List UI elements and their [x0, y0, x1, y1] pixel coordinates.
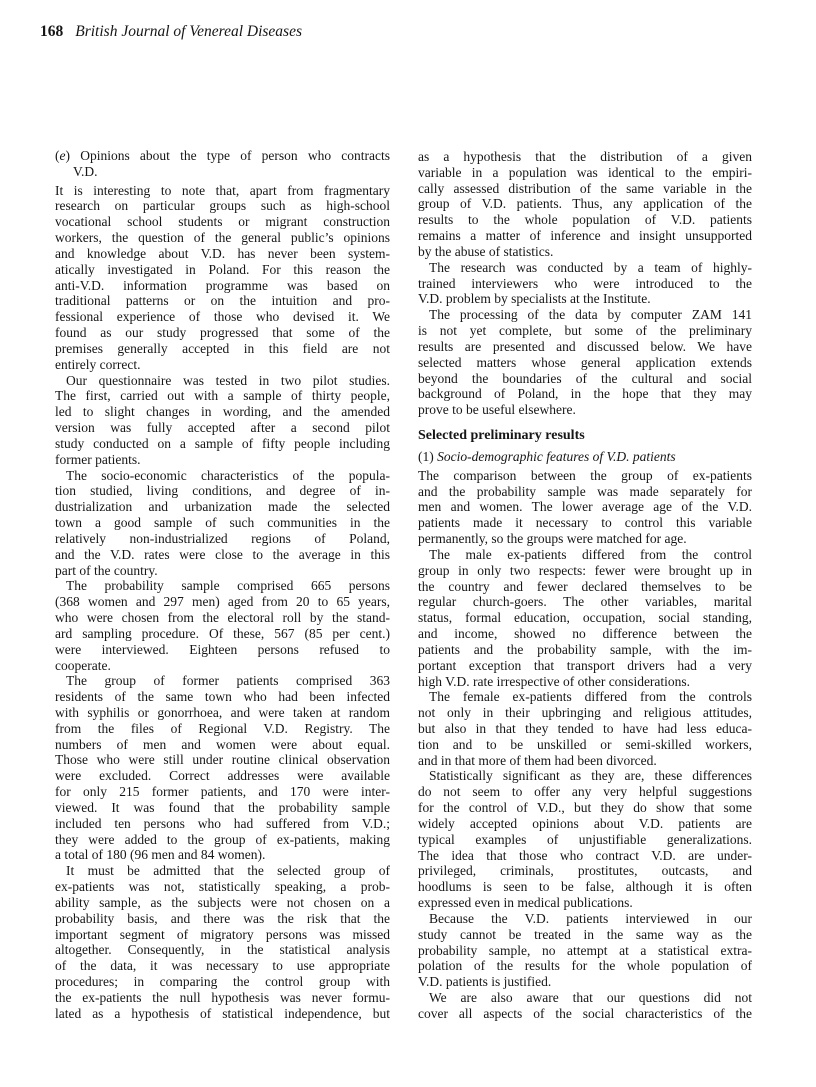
text-line: not only in their upbringing and religious attitudes,	[418, 705, 752, 721]
text-line: men and women. The lower average age of the V.D.	[418, 499, 752, 515]
text-line: the ex-patients the null hypothesis was never formu-	[55, 989, 390, 1005]
text-line: residents of the same town who had been infected	[55, 689, 390, 705]
text-line: permanently, so the groups were matched for age.	[418, 531, 687, 547]
text-line: viewed. It was found that the probability sample	[55, 799, 390, 815]
text-line: probability sample, no attempt at a statistical extra-	[418, 942, 752, 958]
text-line: traditional patterns or on the intuition and pro-	[55, 293, 390, 309]
text-line: tion studied, living conditions, and degree of in-	[55, 483, 390, 499]
section-heading-line	[55, 148, 390, 164]
text-line: beyond the boundaries of the cultural and social	[418, 370, 752, 386]
text-line: vocational school students or migrant construction	[55, 214, 390, 230]
text-line: but also in that they tended to have had less educa-	[418, 720, 752, 736]
text-line: It must be admitted that the selected group of	[66, 863, 390, 879]
text-line: of the data, it was necessary to use appropriate	[55, 958, 390, 974]
text-line: and income, showed no difference between the	[418, 626, 752, 642]
text-line: prove to be useful elsewhere.	[418, 402, 576, 418]
text-line: typical examples of unjustifiable generalizations.	[418, 831, 752, 847]
text-line: group in only two respects: fewer were brought up in	[418, 562, 752, 578]
text-line: dustrialization and urbanization made the selected	[55, 499, 390, 515]
text-line: It is interesting to note that, apart from fragmentary	[55, 182, 390, 198]
paragraph	[418, 149, 752, 260]
text-line: relatively non-industrialized regions of Poland,	[55, 530, 390, 546]
text-line: version was fully accepted after a second pilot	[55, 420, 390, 436]
paragraph	[418, 911, 752, 990]
text-line: important segment of migratory persons was missed	[55, 926, 390, 942]
text-line: The female ex-patients differed from the controls	[429, 689, 752, 705]
section-title: Selected preliminary results	[418, 428, 585, 444]
text-line: with syphilis or gonorrhoea, and were taken at random	[55, 704, 390, 720]
text-line: The probability sample comprised 665 persons	[66, 578, 390, 594]
right-column	[418, 149, 752, 1022]
text-line: study cannot be treated in the same way as the	[418, 926, 752, 942]
text-line: entirely correct.	[55, 356, 141, 372]
text-line: results are presented and discussed below. We have	[418, 338, 752, 354]
text-line: The processing of the data by computer ZAM 141	[429, 307, 752, 323]
text-line: were excluded. Correct addresses were available	[55, 768, 390, 784]
text-line: research on particular groups such as high-school	[55, 198, 390, 214]
text-line: do not seem to offer any very helpful suggestions	[418, 784, 752, 800]
text-line: study conducted on a sample of fifty people including	[55, 435, 390, 451]
text-line: fessional experience of those who devised it. We	[55, 309, 390, 325]
paragraph	[55, 578, 390, 673]
text-line: hoodlums is seen to be false, although it is often	[418, 879, 752, 895]
text-line: The research was conducted by a team of highly-	[429, 259, 752, 275]
text-line: group of V.D. patients. Thus, any application of the	[418, 196, 752, 212]
text-line: a total of 180 (96 men and 84 women).	[55, 847, 266, 863]
text-line: found as our study progressed that some of the	[55, 325, 390, 341]
text-line: patients made it necessary to control this variable	[418, 515, 752, 531]
text-line: who were chosen from the electoral roll by the stand-	[55, 610, 390, 626]
text-line: remains a matter of inference and insight unsupported	[418, 228, 752, 244]
subsection-title	[418, 449, 752, 465]
text-line: variable in a population was identical to the empiri-	[418, 164, 752, 180]
text-line: anti-V.D. information programme was based on	[55, 277, 390, 293]
journal-title: British Journal of Venereal Diseases	[75, 23, 302, 40]
text-line: altogether. Consequently, in the statistical analysis	[55, 942, 390, 958]
left-column	[55, 148, 390, 1022]
paragraph	[55, 183, 390, 373]
text-line: The socio-economic characteristics of the popula-	[66, 467, 390, 483]
text-line: status, formal education, occupation, social standing,	[418, 610, 752, 626]
text-line: The comparison between the group of ex-patients	[418, 467, 752, 483]
text-line: workers, the question of the general public’s opinions	[55, 230, 390, 246]
text-line: cover all aspects of the social characteristics of the	[418, 1005, 752, 1021]
text-line: The first, carried out with a sample of thirty people,	[55, 388, 390, 404]
heading-marker-letter: e	[59, 148, 66, 163]
text-line: as a hypothesis that the distribution of a given	[418, 149, 752, 164]
text-line: and the V.D. rates were close to the average in this	[55, 546, 390, 562]
text-line: for the control of V.D., but they do show that some	[418, 800, 752, 816]
subsection-number: (1)	[418, 448, 434, 464]
right-body-top	[418, 149, 752, 418]
text-line: and knowledge about V.D. has never been system-	[55, 245, 390, 261]
text-line: high V.D. rate irrespective of other considerations.	[418, 673, 691, 689]
text-line: for only 215 former patients, and 170 were inter-	[55, 784, 390, 800]
page-number: 168	[40, 23, 64, 40]
text-line: procedures; in comparing the control group with	[55, 974, 390, 990]
text-line: Our questionnaire was tested in two pilot studies.	[66, 372, 390, 388]
text-line: portant exception that transport drivers had a very	[418, 657, 752, 673]
text-line: ability sample, as the subjects were not chosen on a	[55, 894, 390, 910]
text-line: The group of former patients comprised 363	[66, 673, 390, 689]
heading-marker: (	[55, 148, 60, 163]
text-line: and in that more of them had been divorced.	[418, 752, 657, 768]
text-line: The male ex-patients differed from the control	[429, 546, 752, 562]
text-line: results to the whole population of V.D. patients	[418, 212, 752, 228]
text-line: Statistically significant as they are, these differences	[429, 768, 752, 784]
text-line: V.D. problem by specialists at the Institute.	[418, 291, 651, 307]
paragraph	[418, 468, 752, 547]
section-heading-line: V.D.	[73, 163, 98, 179]
text-line: cally assessed distribution of the same variable in the	[418, 180, 752, 196]
text-line: (368 women and 297 men) aged from 20 to 65 years,	[55, 594, 390, 610]
text-line: is not yet complete, but some of the preliminary	[418, 323, 752, 339]
heading-text: Opinions about the type of person who contracts	[80, 148, 391, 163]
running-header	[40, 23, 302, 41]
right-body-bottom	[418, 468, 752, 1022]
text-line: V.D. patients is justified.	[418, 974, 552, 990]
text-line: they were added to the group of ex-patients, making	[55, 831, 390, 847]
text-line: atically investigated in Poland. For this reason the	[55, 261, 390, 277]
paragraph	[55, 673, 390, 863]
text-line: Those who were still under routine clinical observation	[55, 752, 390, 768]
text-line: premises generally accepted in this field are not	[55, 340, 390, 356]
text-line: led to slight changes in wording, and the amended	[55, 404, 390, 420]
text-line: privileged, criminals, prostitutes, outcasts, and	[418, 863, 752, 879]
text-line: former patients.	[55, 451, 141, 467]
left-body	[55, 183, 390, 1022]
text-line: numbers of men and women were about equal.	[55, 736, 390, 752]
text-line: were interviewed. Eighteen persons refused to	[55, 641, 390, 657]
text-line: the country and fewer declared themselves to be	[418, 578, 752, 594]
text-line: The idea that those who contract V.D. are under-	[418, 847, 752, 863]
text-line: patients and the probability sample, with the im-	[418, 641, 752, 657]
text-line: and the probability sample was made separately for	[418, 483, 752, 499]
text-line: expressed even in medical publications.	[418, 895, 633, 911]
text-line: trained interviewers who were introduced to the	[418, 275, 752, 291]
text-line: widely accepted opinions about V.D. patients are	[418, 815, 752, 831]
text-line: town a good sample of such communities in the	[55, 515, 390, 531]
text-line: probability basis, and there was the risk that the	[55, 910, 390, 926]
heading-marker: )	[65, 148, 70, 163]
text-line: Because the V.D. patients interviewed in our	[429, 910, 752, 926]
text-line: background of Poland, in the hope that they may	[418, 386, 752, 402]
paragraph	[418, 307, 752, 418]
paragraph	[418, 260, 752, 307]
text-line: ard sampling procedure. Of these, 567 (85 per cent.)	[55, 625, 390, 641]
section-heading-e	[55, 148, 390, 180]
text-line: cooperate.	[55, 657, 111, 673]
paragraph	[418, 990, 752, 1022]
paragraph	[55, 863, 390, 1021]
paragraph	[55, 468, 390, 579]
text-line: lated as a hypothesis of statistical independence, but	[55, 1005, 390, 1021]
text-line: by the abuse of statistics.	[418, 243, 554, 259]
paragraph	[55, 373, 390, 468]
text-line: included ten persons who had suffered from V.D.;	[55, 815, 390, 831]
paragraph	[418, 768, 752, 910]
paragraph	[418, 547, 752, 689]
text-line: polation of the results for the whole population of	[418, 958, 752, 974]
text-line: regular church-goers. The other variables, marital	[418, 594, 752, 610]
text-line: from the files of Regional V.D. Registry. The	[55, 720, 390, 736]
text-line: We are also aware that our questions did not	[429, 990, 752, 1006]
paragraph	[418, 689, 752, 768]
subsection-text: Socio-demographic features of V.D. patients	[437, 448, 676, 464]
text-line: part of the country.	[55, 562, 158, 578]
text-line: selected matters whose general application extends	[418, 354, 752, 370]
text-line: tion and to be unskilled or semi-skilled workers,	[418, 736, 752, 752]
text-line: ex-patients was not, statistically speaking, a prob-	[55, 879, 390, 895]
